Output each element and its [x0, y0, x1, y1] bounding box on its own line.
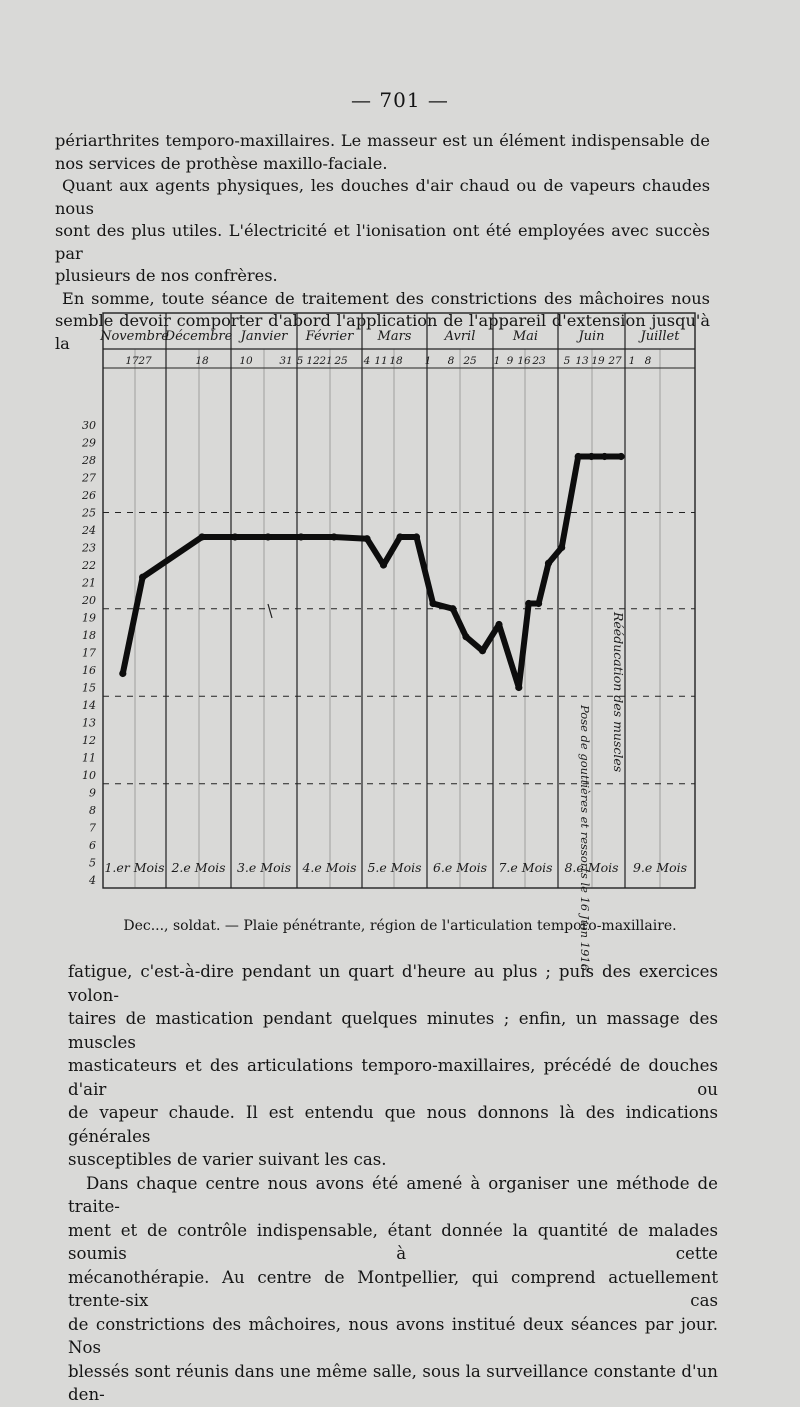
data-point: [198, 533, 205, 540]
data-point: [396, 533, 403, 540]
data-point: [449, 605, 456, 612]
y-tick-label: 8: [89, 804, 96, 817]
y-tick-label: 18: [82, 629, 96, 642]
data-segment: [384, 537, 401, 565]
text-line: plusieurs de nos confrères.: [55, 266, 278, 285]
month-footer-label: 8.e Mois: [564, 860, 619, 875]
text-line: de vapeur chaude. Il est entendu que nous donnons là des indications générales: [68, 1103, 718, 1146]
month-header: Avril: [444, 329, 476, 344]
y-tick-label: 19: [82, 611, 96, 625]
month-footer-label: 3.e Mois: [236, 860, 292, 875]
data-point: [535, 600, 542, 607]
y-tick-label: 27: [82, 471, 96, 485]
data-point: [558, 544, 565, 551]
day-label: 31: [279, 355, 293, 367]
month-footer-label: 6.e Mois: [432, 860, 488, 875]
y-tick-label: 14: [82, 699, 96, 712]
text-line: périarthrites temporo-maxillaires. Le masseur est un élément indispensable de: [55, 131, 710, 150]
day-label: 25: [334, 355, 348, 367]
text-line: de constrictions des mâchoires, nous avons institué deux séances par jour. Nos: [68, 1314, 718, 1357]
data-point: [525, 600, 532, 607]
annotation-gouttieres: Pose de gouttières et ressorts le 16 Juin 1916: [578, 705, 592, 971]
data-segment: [367, 539, 384, 565]
day-label: 27: [138, 355, 152, 367]
data-point: [231, 533, 238, 540]
text-line: Dans chaque centre nous avons été amené à organiser une méthode de traite-: [68, 1173, 718, 1216]
data-point: [462, 633, 469, 640]
text-line: taires de mastication pendant quelques minutes ; enfin, un massage des muscles: [68, 1009, 718, 1052]
data-segment: [483, 625, 500, 651]
day-label: 23: [532, 355, 546, 367]
day-label: 27: [608, 355, 622, 367]
month-footer-label: 7.e Mois: [498, 860, 553, 875]
annotation-reeducation: Rééducation des muscles: [611, 612, 626, 773]
y-tick-label: 15: [82, 681, 96, 695]
month-header: Juillet: [640, 329, 680, 344]
text-line: En somme, toute séance de traitement des constrictions des mâchoires nous: [62, 288, 710, 308]
day-label: 5: [563, 355, 571, 367]
data-point: [588, 453, 595, 460]
month-header: Mai: [512, 329, 539, 344]
day-label: 8: [644, 355, 652, 367]
y-tick-label: 5: [89, 856, 96, 870]
day-label: 25: [463, 355, 477, 367]
y-tick-label: 17: [82, 646, 96, 660]
month-header: Décembre: [164, 329, 233, 344]
data-point: [363, 535, 370, 542]
day-label: 17: [125, 355, 139, 367]
y-tick-label: 16: [82, 664, 96, 677]
day-label: 1: [424, 355, 432, 367]
day-label: 18: [195, 355, 209, 367]
y-tick-label: 25: [82, 506, 96, 520]
day-label: 10: [239, 355, 253, 367]
text-line: mécanothérapie. Au centre de Montpellier, qui comprend actuellement trente-six cas: [68, 1267, 718, 1310]
month-header: Juin: [578, 329, 605, 344]
day-label: 4: [363, 355, 371, 367]
data-point: [515, 684, 522, 691]
day-label: 16: [517, 355, 531, 367]
month-footer-label: 2.e Mois: [171, 860, 226, 875]
y-tick-label: 28: [82, 454, 96, 467]
y-tick-label: 29: [82, 436, 96, 450]
day-label: 18: [389, 355, 403, 367]
month-header: Février: [305, 329, 354, 344]
text-line: sont des plus utiles. L'électricité et l'ionisation ont été employées avec succès par: [55, 221, 710, 263]
month-header: Janvier: [240, 329, 288, 344]
month-footer-label: 9.e Mois: [632, 860, 688, 875]
data-segment: [519, 604, 529, 688]
data-point: [545, 560, 552, 567]
text-line: blessés sont réunis dans une même salle, sous la surveillance constante d'un den-: [68, 1361, 718, 1404]
data-segment: [453, 609, 466, 637]
day-label: 13: [575, 355, 589, 367]
y-tick-label: 30: [82, 419, 96, 432]
y-tick-label: 9: [89, 786, 96, 800]
month-footer-label: 4.e Mois: [302, 860, 357, 875]
y-tick-label: 6: [89, 839, 96, 852]
day-label: 9: [506, 355, 514, 367]
data-segment: [143, 537, 202, 577]
page-number: — 701 —: [351, 88, 449, 112]
day-label: 1: [493, 355, 501, 367]
data-segment: [417, 537, 434, 604]
data-segment: [123, 577, 143, 673]
data-point: [264, 533, 271, 540]
month-footer-label: 1.er Mois: [104, 860, 165, 875]
data-point: [413, 533, 420, 540]
data-point: [297, 533, 304, 540]
data-segment: [499, 625, 519, 688]
data-segment: [562, 457, 579, 548]
data-point: [429, 600, 436, 607]
day-label: 8: [447, 355, 455, 367]
text-line: ment et de contrôle indispensable, étant donnée la quantité de malades soumis à cette: [68, 1220, 718, 1263]
figure-caption: Dec..., soldat. — Plaie pénétrante, région de l'articulation temporo-maxillaire.: [123, 918, 677, 934]
month-header: Novembre: [100, 329, 169, 344]
text-line: Quant aux agents physiques, les douches d'air chaud ou de vapeurs chaudes nous: [55, 176, 710, 218]
data-segment: [334, 537, 367, 539]
data-segment: [539, 563, 549, 603]
y-tick-label: 20: [82, 594, 96, 607]
data-point: [479, 647, 486, 654]
data-point: [575, 453, 582, 460]
y-tick-label: 4: [89, 874, 96, 887]
text-line: nos services de prothèse maxillo-faciale.: [55, 153, 388, 173]
data-point: [330, 533, 337, 540]
day-label: 1: [628, 355, 636, 367]
day-label: 11: [374, 355, 388, 367]
data-point: [139, 574, 146, 581]
day-label: 19: [591, 355, 605, 367]
text-line: semble devoir comporter d'abord l'application de l'appareil d'extension jusqu'à la: [55, 311, 710, 353]
y-tick-label: 7: [89, 821, 96, 835]
text-line: fatigue, c'est-à-dire pendant un quart d'heure au plus ; puis des exercices volon-: [68, 962, 718, 1005]
y-tick-label: 11: [82, 751, 96, 765]
text-line: susceptibles de varier suivant les cas.: [68, 1150, 387, 1169]
month-footer-label: 5.e Mois: [367, 860, 422, 875]
y-tick-label: 23: [82, 541, 96, 555]
y-tick-label: 24: [82, 524, 96, 537]
paragraph-bottom: [68, 960, 718, 1407]
day-label: 21: [319, 355, 333, 367]
stray-mark: [268, 604, 272, 618]
text-line: masticateurs et des articulations temporo-maxillaires, précédé de douches d'air ou: [68, 1056, 718, 1099]
y-tick-label: 13: [82, 716, 96, 730]
day-label: 5: [296, 355, 304, 367]
month-header: Mars: [377, 329, 412, 344]
y-tick-label: 22: [82, 559, 96, 572]
data-point: [119, 670, 126, 677]
data-point: [601, 453, 608, 460]
data-point: [618, 453, 625, 460]
y-tick-label: 21: [82, 576, 96, 590]
y-tick-label: 26: [82, 489, 96, 502]
data-point: [495, 621, 502, 628]
day-label: 12: [306, 355, 320, 367]
y-tick-label: 12: [82, 734, 96, 747]
y-tick-label: 10: [82, 769, 96, 782]
chart-frame: [103, 313, 695, 888]
data-point: [380, 561, 387, 568]
